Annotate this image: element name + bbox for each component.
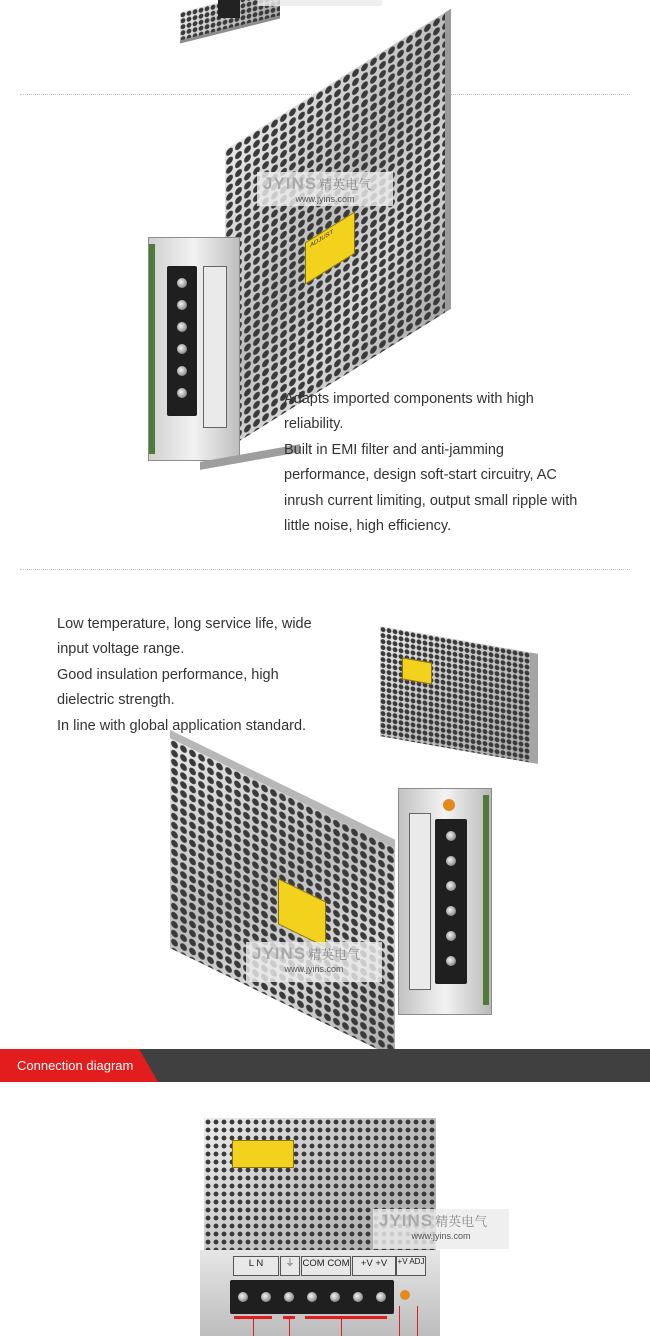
bracket-dc-output [305,1316,387,1319]
terminal-label-v: +V +V [352,1256,396,1276]
watermark-1: JYINS 精英电气 www.jyins.com [257,172,393,206]
terminal-panel-2 [398,788,492,1015]
warning-label: ADJUST [305,211,355,284]
terminal-strip [230,1280,394,1314]
terminal-label-com: COM COM [301,1256,351,1276]
connection-diagram-title: Connection diagram [17,1058,134,1073]
watermark-3: JYINS 精英电气 www.jyins.com [373,1209,509,1249]
watermark-2: JYINS 精英电气 www.jyins.com [246,942,382,982]
front-panel [200,1250,440,1336]
features-paragraph-1: Low temperature, long service life, wide input voltage range. [57,616,312,658]
terminal-markings [203,266,227,428]
terminal-block [167,266,197,416]
leader-line-ground [289,1318,290,1336]
reliability-paragraph-2: Built in EMI filter and anti-jamming performance, design soft-start circuitry, AC inrush current limiting, output small ripple with little noise, high efficiency. [284,441,578,535]
terminal-label-adj: +V ADJ [396,1256,426,1276]
green-pcb-edge-2 [483,795,489,1005]
reliability-paragraph-1: Adapts imported components with high reliability. [284,391,534,433]
features-paragraph-2: Good insulation performance, high dielectric strength. [57,666,279,709]
green-pcb-edge [149,244,155,454]
features-paragraph-3: In line with global application standard. [57,717,307,734]
adjust-potentiometer [443,799,455,811]
section-divider [20,569,630,570]
features-description [57,612,332,739]
terminal-label-ln: L N [233,1256,279,1276]
terminal-label-ground: ⏚ [280,1256,300,1276]
warning-label-diagram [232,1140,294,1168]
leader-line-led [399,1306,400,1336]
watermark-top [258,0,382,6]
leader-line-dc [341,1318,342,1336]
leader-line-ac [253,1318,254,1336]
terminal-block-2 [435,819,467,984]
reliability-description [284,387,584,539]
leader-line-adj [417,1306,418,1336]
terminal-markings-2 [409,813,431,990]
top-product-fragment [180,0,300,40]
adjust-potentiometer-diagram [400,1290,410,1300]
terminal-panel [148,237,240,461]
